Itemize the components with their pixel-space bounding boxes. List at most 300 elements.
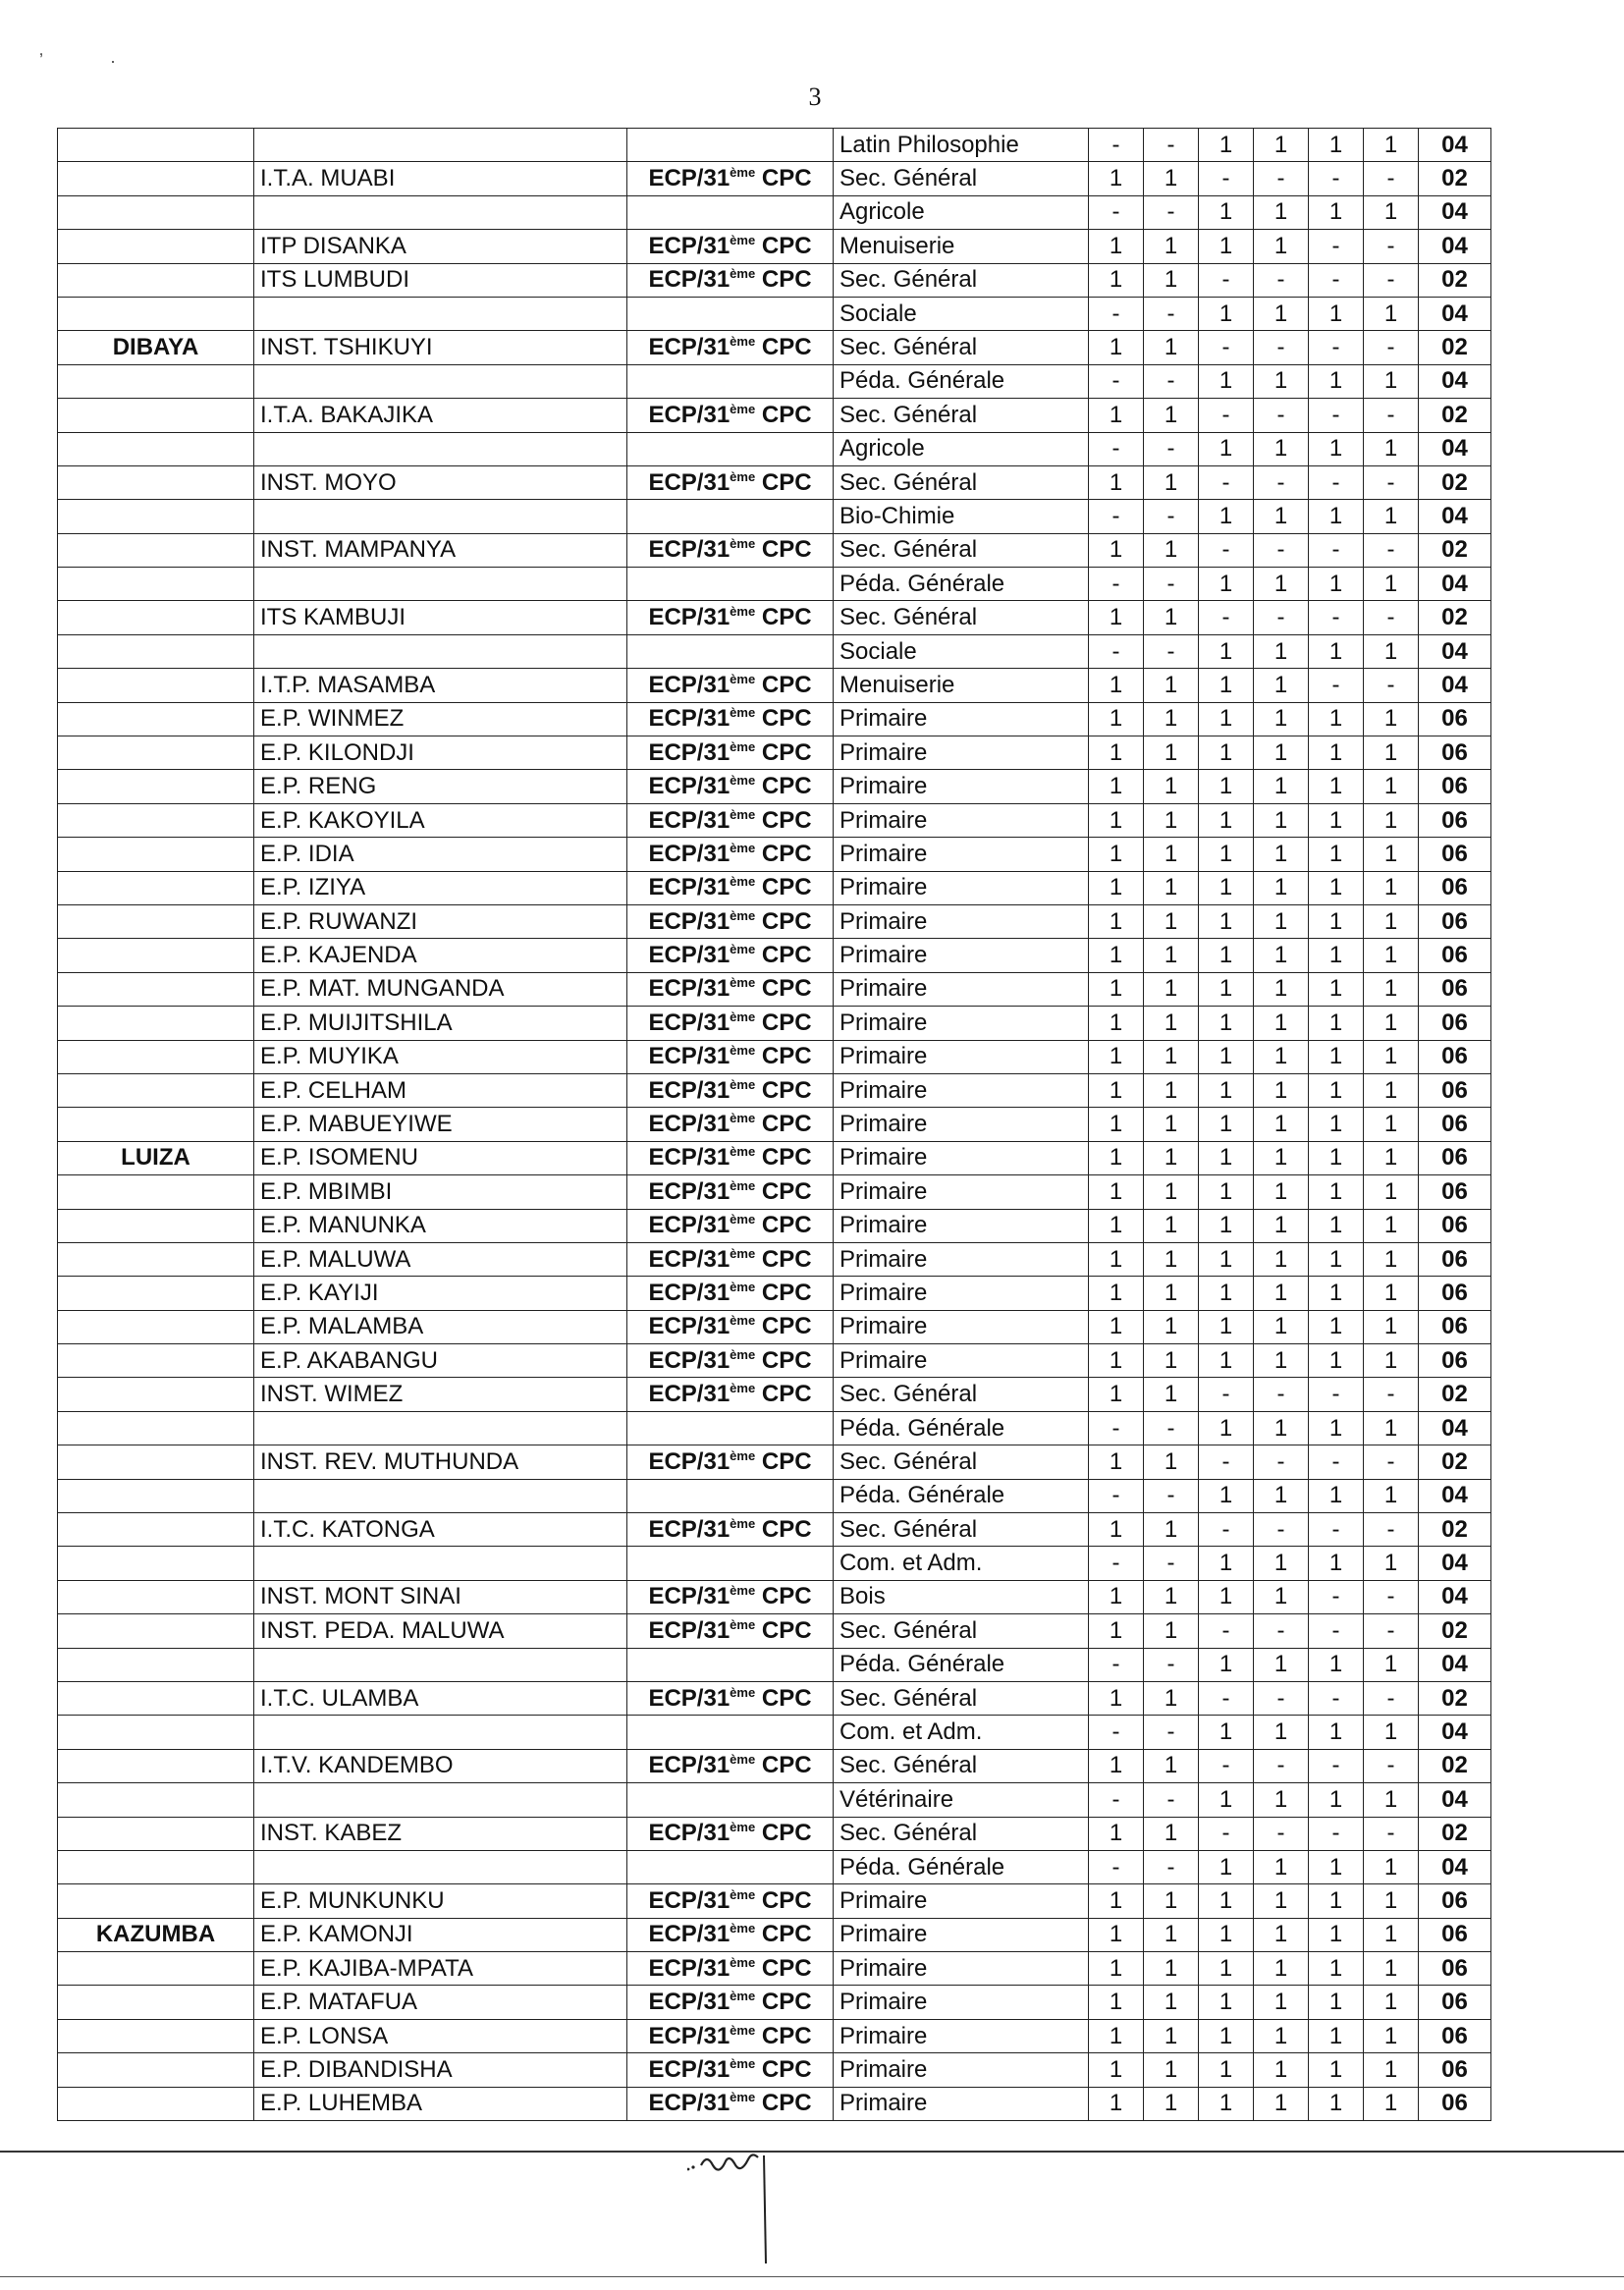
regime-suffix: ème: [730, 1009, 756, 1024]
count-cell: 1: [1309, 1884, 1364, 1918]
count-cell: -: [1309, 230, 1364, 263]
count-cell: 1: [1199, 1850, 1254, 1883]
count-cell: -: [1199, 399, 1254, 432]
total-cell: 02: [1419, 1681, 1491, 1715]
count-cell: 1: [1089, 702, 1144, 736]
school-cell: E.P. MABUEYIWE: [254, 1108, 627, 1141]
section-cell: Primaire: [834, 1007, 1089, 1040]
district-cell: [58, 1007, 254, 1040]
count-cell: -: [1089, 568, 1144, 601]
regime-suffix: ème: [730, 1887, 756, 1902]
district-cell: [58, 1614, 254, 1648]
count-cell: 1: [1144, 1242, 1199, 1276]
regime-suffix: ème: [730, 2090, 756, 2105]
regime-suffix: ème: [730, 1245, 756, 1261]
count-cell: 1: [1309, 702, 1364, 736]
table-row: [58, 1479, 1491, 1512]
section-cell: Primaire: [834, 1209, 1089, 1242]
regime-suffix: ème: [730, 165, 756, 181]
regime-suffix: ème: [730, 1752, 756, 1768]
count-cell: 1: [1199, 2087, 1254, 2120]
table-row: [58, 634, 1491, 668]
regime-suffix: ème: [730, 1684, 756, 1700]
regime-cell: [627, 1817, 834, 1850]
school-cell: ITS LUMBUDI: [254, 263, 627, 297]
count-cell: 1: [1144, 1513, 1199, 1547]
count-cell: 1: [1089, 904, 1144, 938]
school-cell: E.P. KAMONJI: [254, 1918, 627, 1951]
table-row: [58, 465, 1491, 499]
regime-suffix: ème: [730, 1076, 756, 1092]
school-cell: [254, 1850, 627, 1883]
count-cell: 1: [1199, 1175, 1254, 1209]
school-cell: [254, 568, 627, 601]
count-cell: 1: [1199, 702, 1254, 736]
count-cell: -: [1309, 1614, 1364, 1648]
regime-tail: CPC: [761, 1989, 812, 2016]
section-cell: Primaire: [834, 1073, 1089, 1107]
count-cell: 1: [1254, 871, 1309, 904]
count-cell: 1: [1364, 838, 1419, 871]
count-cell: -: [1144, 1783, 1199, 1817]
count-cell: 1: [1364, 2053, 1419, 2087]
regime-cell: [627, 871, 834, 904]
count-cell: -: [1089, 634, 1144, 668]
total-cell: 06: [1419, 736, 1491, 770]
count-cell: 1: [1309, 2087, 1364, 2120]
school-cell: I.T.C. KATONGA: [254, 1513, 627, 1547]
regime-suffix: ème: [730, 1989, 756, 2004]
table-row: [58, 904, 1491, 938]
regime-suffix: ème: [730, 671, 756, 686]
section-cell: Primaire: [834, 702, 1089, 736]
regime-code: ECP/31: [648, 1111, 731, 1138]
section-cell: Sec. Général: [834, 1445, 1089, 1479]
total-cell: 02: [1419, 1378, 1491, 1411]
section-cell: Péda. Générale: [834, 1850, 1089, 1883]
count-cell: 1: [1254, 2053, 1309, 2087]
school-cell: ITP DISANKA: [254, 230, 627, 263]
count-cell: 1: [1309, 1277, 1364, 1310]
regime-cell: [627, 1310, 834, 1343]
count-cell: 1: [1144, 2019, 1199, 2052]
regime-code: ECP/31: [648, 1076, 731, 1104]
count-cell: 1: [1309, 568, 1364, 601]
count-cell: 1: [1254, 972, 1309, 1006]
regime-tail: CPC: [761, 1111, 812, 1138]
total-cell: 06: [1419, 1040, 1491, 1073]
regime-cell: [627, 1513, 834, 1547]
district-cell: [58, 2019, 254, 2052]
count-cell: 1: [1144, 2053, 1199, 2087]
section-cell: Primaire: [834, 1040, 1089, 1073]
total-cell: 02: [1419, 1445, 1491, 1479]
count-cell: 1: [1089, 1445, 1144, 1479]
table-row: [58, 129, 1491, 162]
regime-code: ECP/31: [648, 2055, 731, 2083]
table-row: [58, 432, 1491, 465]
count-cell: -: [1199, 1513, 1254, 1547]
section-cell: Péda. Générale: [834, 568, 1089, 601]
regime-tail: CPC: [761, 806, 812, 834]
count-cell: 1: [1199, 1716, 1254, 1749]
table-row: [58, 230, 1491, 263]
table-row: [58, 1681, 1491, 1715]
count-cell: 1: [1144, 904, 1199, 938]
school-cell: [254, 1648, 627, 1681]
count-cell: 1: [1089, 1513, 1144, 1547]
count-cell: -: [1254, 162, 1309, 195]
regime-tail: CPC: [761, 1009, 812, 1036]
count-cell: -: [1364, 1681, 1419, 1715]
count-cell: 1: [1309, 2019, 1364, 2052]
section-cell: Primaire: [834, 1344, 1089, 1378]
regime-cell: [627, 162, 834, 195]
count-cell: 1: [1364, 736, 1419, 770]
table-row: [58, 1175, 1491, 1209]
regime-code: ECP/31: [648, 1346, 731, 1374]
regime-code: ECP/31: [648, 1447, 731, 1475]
count-cell: -: [1199, 331, 1254, 364]
table-row: [58, 972, 1491, 1006]
school-cell: INST. PEDA. MALUWA: [254, 1614, 627, 1648]
count-cell: 1: [1144, 702, 1199, 736]
section-cell: Bois: [834, 1580, 1089, 1613]
count-cell: 1: [1364, 1986, 1419, 2019]
school-cell: E.P. KAYIJI: [254, 1277, 627, 1310]
count-cell: -: [1309, 399, 1364, 432]
total-cell: 04: [1419, 195, 1491, 229]
school-cell: E.P. RENG: [254, 770, 627, 803]
table-row: [58, 838, 1491, 871]
district-cell: [58, 1513, 254, 1547]
table-row: [58, 770, 1491, 803]
district-cell: [58, 1242, 254, 1276]
count-cell: 1: [1199, 1040, 1254, 1073]
section-cell: Latin Philosophie: [834, 129, 1089, 162]
count-cell: 1: [1309, 1073, 1364, 1107]
count-cell: 1: [1089, 1344, 1144, 1378]
regime-cell: [627, 1648, 834, 1681]
regime-cell: [627, 1986, 834, 2019]
regime-tail: CPC: [761, 165, 812, 192]
section-cell: Primaire: [834, 1175, 1089, 1209]
regime-cell: [627, 1547, 834, 1580]
regime-suffix: ème: [730, 1346, 756, 1362]
count-cell: 1: [1309, 939, 1364, 972]
section-cell: Sec. Général: [834, 331, 1089, 364]
scan-speck: ‚: [39, 39, 43, 59]
count-cell: -: [1199, 1614, 1254, 1648]
count-cell: 1: [1254, 297, 1309, 330]
regime-suffix: ème: [730, 705, 756, 721]
count-cell: 1: [1089, 1580, 1144, 1613]
count-cell: 1: [1089, 1040, 1144, 1073]
regime-cell: [627, 1783, 834, 1817]
regime-code: ECP/31: [648, 738, 731, 766]
count-cell: 1: [1199, 1986, 1254, 2019]
total-cell: 06: [1419, 2019, 1491, 2052]
section-cell: Sec. Général: [834, 1513, 1089, 1547]
count-cell: 1: [1199, 904, 1254, 938]
school-cell: I.T.V. KANDEMBO: [254, 1749, 627, 1782]
count-cell: 1: [1144, 263, 1199, 297]
count-cell: 1: [1254, 230, 1309, 263]
regime-code: ECP/31: [648, 1144, 731, 1172]
regime-suffix: ème: [730, 975, 756, 991]
count-cell: -: [1089, 1411, 1144, 1445]
table-row: [58, 1547, 1491, 1580]
district-cell: [58, 263, 254, 297]
district-cell: [58, 230, 254, 263]
count-cell: 1: [1364, 1884, 1419, 1918]
count-cell: 1: [1309, 1242, 1364, 1276]
count-cell: 1: [1309, 1918, 1364, 1951]
count-cell: -: [1309, 1513, 1364, 1547]
section-cell: Sociale: [834, 634, 1089, 668]
district-cell: [58, 568, 254, 601]
district-cell: LUIZA: [58, 1141, 254, 1174]
section-cell: Primaire: [834, 1141, 1089, 1174]
total-cell: 04: [1419, 1479, 1491, 1512]
table-bottom-rule: [0, 2151, 1624, 2153]
regime-cell: [627, 1378, 834, 1411]
regime-cell: [627, 1141, 834, 1174]
table-row: [58, 2087, 1491, 2120]
count-cell: 1: [1364, 1209, 1419, 1242]
count-cell: -: [1364, 230, 1419, 263]
district-cell: [58, 972, 254, 1006]
count-cell: 1: [1089, 465, 1144, 499]
count-cell: -: [1254, 601, 1309, 634]
regime-tail: CPC: [761, 840, 812, 867]
count-cell: -: [1254, 1614, 1309, 1648]
regime-suffix: ème: [730, 1279, 756, 1294]
regime-tail: CPC: [761, 1954, 812, 1982]
count-cell: 1: [1199, 1344, 1254, 1378]
count-cell: 1: [1144, 1209, 1199, 1242]
count-cell: 1: [1309, 1783, 1364, 1817]
total-cell: 04: [1419, 432, 1491, 465]
count-cell: 1: [1144, 1040, 1199, 1073]
count-cell: 1: [1089, 1749, 1144, 1782]
count-cell: 1: [1144, 1108, 1199, 1141]
district-cell: [58, 1310, 254, 1343]
district-cell: [58, 601, 254, 634]
regime-cell: [627, 2019, 834, 2052]
school-cell: INST. MONT SINAI: [254, 1580, 627, 1613]
regime-tail: CPC: [761, 1381, 812, 1408]
count-cell: 1: [1089, 601, 1144, 634]
count-cell: 1: [1364, 1141, 1419, 1174]
count-cell: 1: [1089, 939, 1144, 972]
regime-code: ECP/31: [648, 1583, 731, 1610]
scan-speck: ·: [110, 51, 116, 71]
count-cell: 1: [1144, 972, 1199, 1006]
count-cell: 1: [1144, 1310, 1199, 1343]
regime-tail: CPC: [761, 874, 812, 901]
table-row: [58, 162, 1491, 195]
section-cell: Sec. Général: [834, 1681, 1089, 1715]
school-cell: [254, 432, 627, 465]
school-cell: E.P. DIBANDISHA: [254, 2053, 627, 2087]
count-cell: 1: [1144, 1073, 1199, 1107]
school-cell: E.P. CELHAM: [254, 1073, 627, 1107]
count-cell: 1: [1089, 533, 1144, 567]
count-cell: -: [1144, 1716, 1199, 1749]
count-cell: 1: [1199, 972, 1254, 1006]
regime-cell: [627, 465, 834, 499]
regime-suffix: ème: [730, 1177, 756, 1193]
district-cell: [58, 1175, 254, 1209]
table-row: [58, 500, 1491, 533]
total-cell: 02: [1419, 1749, 1491, 1782]
school-cell: E.P. KAKOYILA: [254, 803, 627, 837]
count-cell: 1: [1364, 1952, 1419, 1986]
regime-suffix: ème: [730, 604, 756, 620]
count-cell: 1: [1089, 838, 1144, 871]
school-cell: [254, 1783, 627, 1817]
count-cell: -: [1144, 364, 1199, 398]
count-cell: 1: [1309, 972, 1364, 1006]
district-cell: [58, 1716, 254, 1749]
table-row: [58, 1783, 1491, 1817]
count-cell: 1: [1364, 939, 1419, 972]
total-cell: 04: [1419, 669, 1491, 702]
table-row: [58, 1411, 1491, 1445]
district-cell: [58, 1378, 254, 1411]
section-cell: Com. et Adm.: [834, 1716, 1089, 1749]
regime-tail: CPC: [761, 1245, 812, 1273]
count-cell: -: [1364, 331, 1419, 364]
section-cell: Vétérinaire: [834, 1783, 1089, 1817]
school-cell: E.P. IDIA: [254, 838, 627, 871]
count-cell: -: [1199, 1749, 1254, 1782]
count-cell: -: [1364, 465, 1419, 499]
school-cell: [254, 1479, 627, 1512]
count-cell: 1: [1144, 1952, 1199, 1986]
school-cell: E.P. KILONDJI: [254, 736, 627, 770]
table-row: [58, 331, 1491, 364]
count-cell: -: [1364, 1513, 1419, 1547]
section-cell: Sec. Général: [834, 1378, 1089, 1411]
count-cell: -: [1144, 1850, 1199, 1883]
count-cell: -: [1254, 1749, 1309, 1782]
regime-cell: [627, 1952, 834, 1986]
school-cell: E.P. MUYIKA: [254, 1040, 627, 1073]
school-cell: E.P. MATAFUA: [254, 1986, 627, 2019]
section-cell: Sec. Général: [834, 1749, 1089, 1782]
count-cell: 1: [1254, 1108, 1309, 1141]
school-cell: INST. WIMEZ: [254, 1378, 627, 1411]
total-cell: 02: [1419, 399, 1491, 432]
regime-tail: CPC: [761, 671, 812, 698]
count-cell: 1: [1364, 972, 1419, 1006]
total-cell: 02: [1419, 533, 1491, 567]
school-cell: E.P. LONSA: [254, 2019, 627, 2052]
regime-code: ECP/31: [648, 232, 731, 259]
count-cell: 1: [1309, 736, 1364, 770]
regime-cell: [627, 432, 834, 465]
section-cell: Primaire: [834, 2053, 1089, 2087]
regime-code: ECP/31: [648, 266, 731, 294]
school-cell: E.P. WINMEZ: [254, 702, 627, 736]
count-cell: 1: [1089, 263, 1144, 297]
section-cell: Sec. Général: [834, 533, 1089, 567]
count-cell: 1: [1199, 736, 1254, 770]
count-cell: 1: [1309, 297, 1364, 330]
district-cell: [58, 1580, 254, 1613]
regime-cell: [627, 1242, 834, 1276]
total-cell: 06: [1419, 1209, 1491, 1242]
table-row: [58, 669, 1491, 702]
count-cell: 1: [1144, 939, 1199, 972]
count-cell: 1: [1309, 364, 1364, 398]
total-cell: 06: [1419, 1952, 1491, 1986]
section-cell: Sec. Général: [834, 162, 1089, 195]
count-cell: 1: [1309, 1479, 1364, 1512]
table-row: [58, 1242, 1491, 1276]
regime-cell: [627, 1884, 834, 1918]
regime-tail: CPC: [761, 1346, 812, 1374]
regime-code: ECP/31: [648, 1820, 731, 1847]
school-cell: INST. MOYO: [254, 465, 627, 499]
district-cell: [58, 939, 254, 972]
table-row: [58, 1918, 1491, 1951]
section-cell: Sociale: [834, 297, 1089, 330]
school-cell: E.P. IZIYA: [254, 871, 627, 904]
total-cell: 04: [1419, 1580, 1491, 1613]
district-cell: [58, 533, 254, 567]
count-cell: 1: [1089, 972, 1144, 1006]
regime-cell: [627, 1344, 834, 1378]
district-cell: [58, 1411, 254, 1445]
count-cell: -: [1364, 1378, 1419, 1411]
regime-suffix: ème: [730, 738, 756, 754]
regime-code: ECP/31: [648, 1989, 731, 2016]
count-cell: 1: [1254, 568, 1309, 601]
count-cell: 1: [1199, 129, 1254, 162]
regime-code: ECP/31: [648, 2090, 731, 2117]
count-cell: 1: [1144, 1918, 1199, 1951]
total-cell: 04: [1419, 500, 1491, 533]
section-cell: Sec. Général: [834, 601, 1089, 634]
count-cell: -: [1364, 1749, 1419, 1782]
count-cell: 1: [1144, 1175, 1199, 1209]
count-cell: 1: [1144, 1580, 1199, 1613]
regime-cell: [627, 1411, 834, 1445]
count-cell: 1: [1309, 129, 1364, 162]
count-cell: 1: [1364, 195, 1419, 229]
total-cell: 02: [1419, 1817, 1491, 1850]
count-cell: 1: [1309, 1040, 1364, 1073]
regime-cell: [627, 331, 834, 364]
count-cell: 1: [1309, 803, 1364, 837]
section-cell: Péda. Générale: [834, 1479, 1089, 1512]
count-cell: 1: [1254, 736, 1309, 770]
count-cell: 1: [1199, 1310, 1254, 1343]
count-cell: 1: [1144, 838, 1199, 871]
count-cell: -: [1089, 1716, 1144, 1749]
count-cell: 1: [1309, 1344, 1364, 1378]
table-row: [58, 803, 1491, 837]
count-cell: 1: [1254, 838, 1309, 871]
school-cell: INST. KABEZ: [254, 1817, 627, 1850]
count-cell: 1: [1089, 1952, 1144, 1986]
district-cell: [58, 162, 254, 195]
table-row: [58, 1344, 1491, 1378]
count-cell: 1: [1254, 1479, 1309, 1512]
